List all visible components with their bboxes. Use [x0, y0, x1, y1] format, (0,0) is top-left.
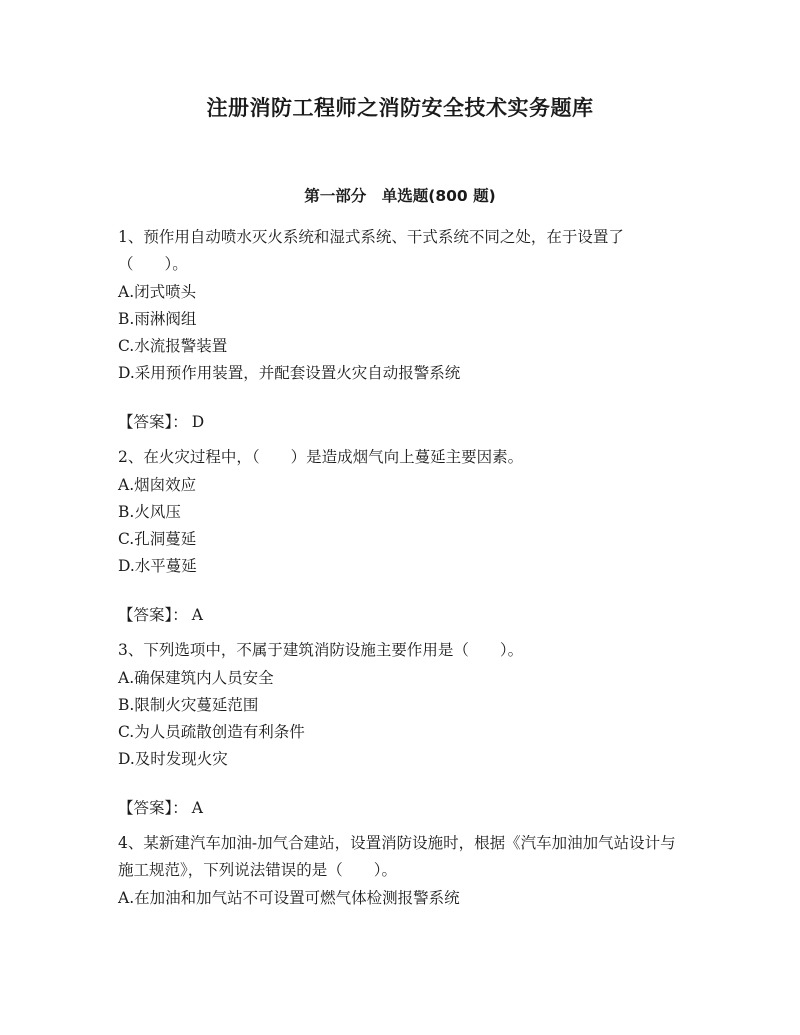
question-stem: 1、预作用自动喷水灭火系统和湿式系统、干式系统不同之处，在于设置了（ ）。: [118, 228, 624, 273]
question-2: [118, 444, 688, 629]
answer-value: A: [191, 799, 203, 817]
option-a: A.闭式喷头: [118, 283, 197, 301]
option-d: D.水平蔓延: [118, 557, 197, 575]
option-a: A.确保建筑内人员安全: [118, 669, 274, 687]
option-d: D.及时发现火灾: [118, 750, 228, 768]
question-4: [118, 830, 688, 912]
answer-label: 【答案】：: [118, 799, 188, 817]
option-c: C.为人员疏散创造有利条件: [118, 723, 305, 741]
option-a: A.烟囱效应: [118, 476, 197, 494]
answer-value: A: [191, 606, 203, 624]
answer-line: [118, 409, 688, 436]
question-list: [118, 224, 688, 912]
question-stem: 2、在火灾过程中，（ ）是造成烟气向上蔓延主要因素。: [118, 448, 524, 466]
question-1: [118, 224, 688, 436]
answer-line: [118, 795, 688, 822]
answer-label: 【答案】：: [118, 606, 188, 624]
question-stem: 4、某新建汽车加油-加气合建站，设置消防设施时，根据《汽车加油加气站设计与施工规范》，下列说法错误的是（ ）。: [118, 834, 676, 879]
answer-value: D: [191, 413, 205, 431]
document-title: 注册消防工程师之消防安全技术实务题库: [206, 96, 594, 120]
question-stem: 3、下列选项中，不属于建筑消防设施主要作用是（ ）。: [118, 641, 524, 659]
option-a: A.在加油和加气站不可设置可燃气体检测报警系统: [118, 889, 460, 907]
option-b: B.雨淋阀组: [118, 310, 197, 328]
option-d: D.采用预作用装置，并配套设置火灾自动报警系统: [118, 364, 461, 382]
answer-line: [118, 602, 688, 629]
section-title: 第一部分 单选题(800 题): [304, 187, 496, 205]
option-c: C.孔洞蔓延: [118, 530, 197, 548]
answer-label: 【答案】：: [118, 413, 188, 431]
option-b: B.限制火灾蔓延范围: [118, 696, 259, 714]
option-c: C.水流报警装置: [118, 337, 228, 355]
question-3: [118, 637, 688, 822]
option-b: B.火风压: [118, 503, 181, 521]
